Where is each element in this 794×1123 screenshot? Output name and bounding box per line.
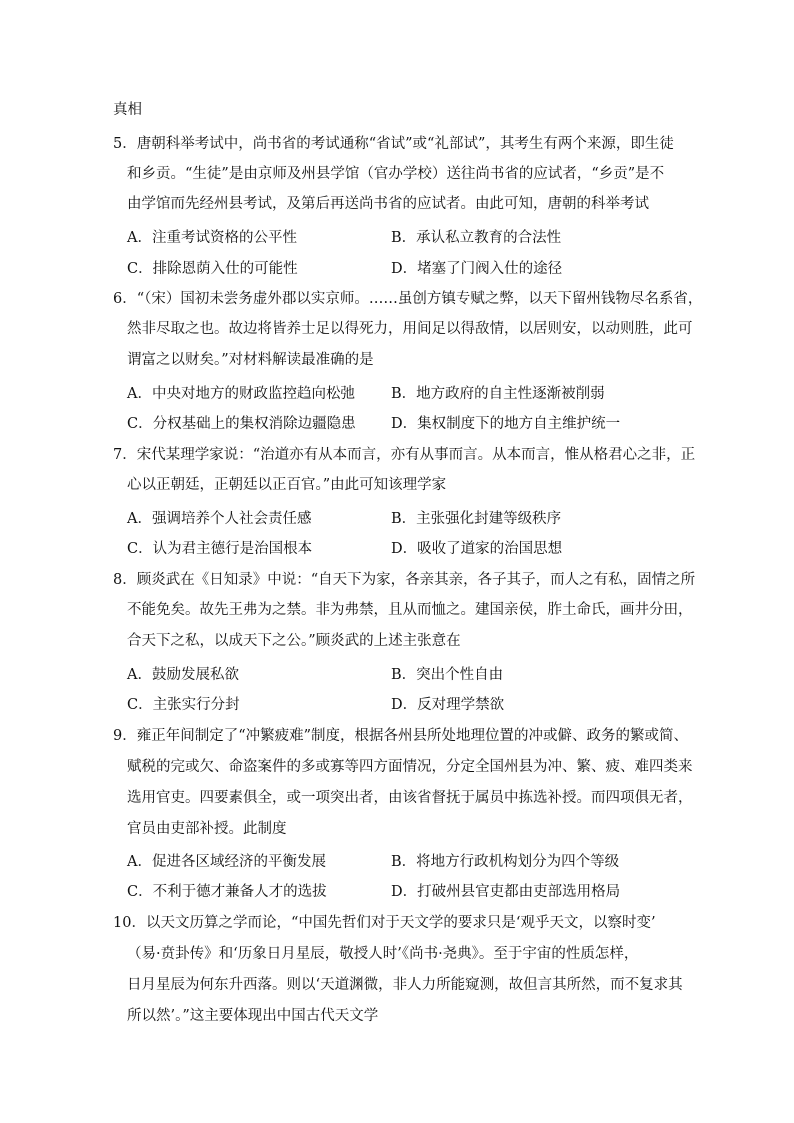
question-5-option-a: A．注重考试资格的公平性	[127, 230, 297, 246]
question-10-line-3: 日月星辰为何东升西落。则以‘天道渊微，非人力所能窥测，故但言其所然，而不复求其	[127, 977, 683, 993]
question-5-line-2: 和乡贡。“生徒”是由京师及州县学馆（官办学校）送往尚书省的应试者，“乡贡”是不	[127, 166, 665, 182]
question-8-line-3: 合天下之私，以成天下之公。”顾炎武的上述主张意在	[127, 633, 461, 649]
question-6-option-a: A．中央对地方的财政监控趋向松弛	[127, 386, 355, 402]
question-10-line-1: 10．以天文历算之学而论，“中国先哲们对于天文学的要求只是‘观乎天文，以察时变’	[113, 915, 656, 931]
question-7-line-2: 心以正朝廷，正朝廷以正百官。”由此可知该理学家	[127, 477, 447, 493]
question-9-option-c: C．不利于德才兼备人才的选拔	[127, 884, 327, 900]
question-6-line-1: 6．“（宋）国初未尝务虚外郡以实京师。……虽创方镇专赋之弊，以天下留州钱物尽名系省，	[113, 291, 703, 307]
question-9-option-d: D．打破州县官吏都由吏部选用格局	[391, 884, 621, 900]
question-6-option-d: D．集权制度下的地方自主维护统一	[391, 416, 621, 432]
question-8-line-1: 8．顾炎武在《日知录》中说：“自天下为家，各亲其亲，各子其子，而人之有私，固情之所	[113, 572, 696, 588]
question-9-line-2: 赋税的完或欠、命盗案件的多或寡等四方面情况，分定全国州县为冲、繁、疲、难四类来	[127, 759, 693, 775]
question-7-option-b: B．主张强化封建等级秩序	[391, 511, 562, 527]
question-9-line-1: 9．雍正年间制定了“冲繁疲难”制度，根据各州县所处地理位置的冲或僻、政务的繁或简、	[113, 728, 689, 744]
question-5-line-1: 5．唐朝科举考试中，尚书省的考试通称“省试”或“礼部试”，其考生有两个来源，即生徒	[113, 136, 674, 152]
question-6-option-b: B．地方政府的自主性逐渐被削弱	[391, 386, 605, 402]
question-8-option-b: B．突出个性自由	[391, 667, 504, 683]
question-5-option-d: D．堵塞了门阀入仕的途径	[391, 261, 563, 277]
question-7-option-d: D．吸收了道家的治国思想	[391, 541, 563, 557]
question-9-line-4: 官员由吏部补授。此制度	[127, 821, 287, 837]
question-8-line-2: 不能免矣。故先王弗为之禁。非为弗禁，且从而恤之。建国亲侯，胙土命氏，画井分田，	[127, 602, 693, 618]
question-8-option-a: A．鼓励发展私欲	[127, 667, 239, 683]
question-7-line-1: 7．宋代某理学家说：“治道亦有从本而言，亦有从事而言。从本而言，惟从格君心之非，正	[113, 447, 696, 463]
question-6-option-c: C．分权基础上的集权消除边疆隐患	[127, 416, 356, 432]
question-6-line-3: 谓富之以财矣。”对材料解读最准确的是	[127, 352, 374, 368]
question-10-line-2: （易·贲卦传》和‘历象日月星辰，敬授人时’《尚书·尧典》。至于宇宙的性质怎样，	[127, 946, 639, 962]
question-8-option-c: C．主张实行分封	[127, 697, 240, 713]
question-9-option-a: A．促进各区域经济的平衡发展	[127, 854, 326, 870]
section-heading: 真相	[113, 102, 142, 118]
question-7-option-c: C．认为君主德行是治国根本	[127, 541, 313, 557]
question-9-line-3: 选用官吏。四要素俱全，或一项突出者，由该省督抚于属员中拣选补授。而四项俱无者，	[127, 790, 693, 806]
question-5-option-c: C．排除恩荫入仕的可能性	[127, 261, 298, 277]
question-5-option-b: B．承认私立教育的合法性	[391, 230, 562, 246]
question-8-option-d: D．反对理学禁欲	[391, 697, 505, 713]
question-7-option-a: A．强调培养个人社会责任感	[127, 511, 312, 527]
question-10-line-4: 所以然’。”这主要体现出中国古代天文学	[127, 1008, 379, 1024]
question-9-option-b: B．将地方行政机构划分为四个等级	[391, 854, 620, 870]
question-5-line-3: 由学馆而先经州县考试，及第后再送尚书省的应试者。由此可知，唐朝的科举考试	[127, 196, 649, 212]
question-6-line-2: 然非尽取之也。故边将皆养士足以得死力，用间足以得敌情，以居则安，以动则胜，此可	[127, 321, 693, 337]
